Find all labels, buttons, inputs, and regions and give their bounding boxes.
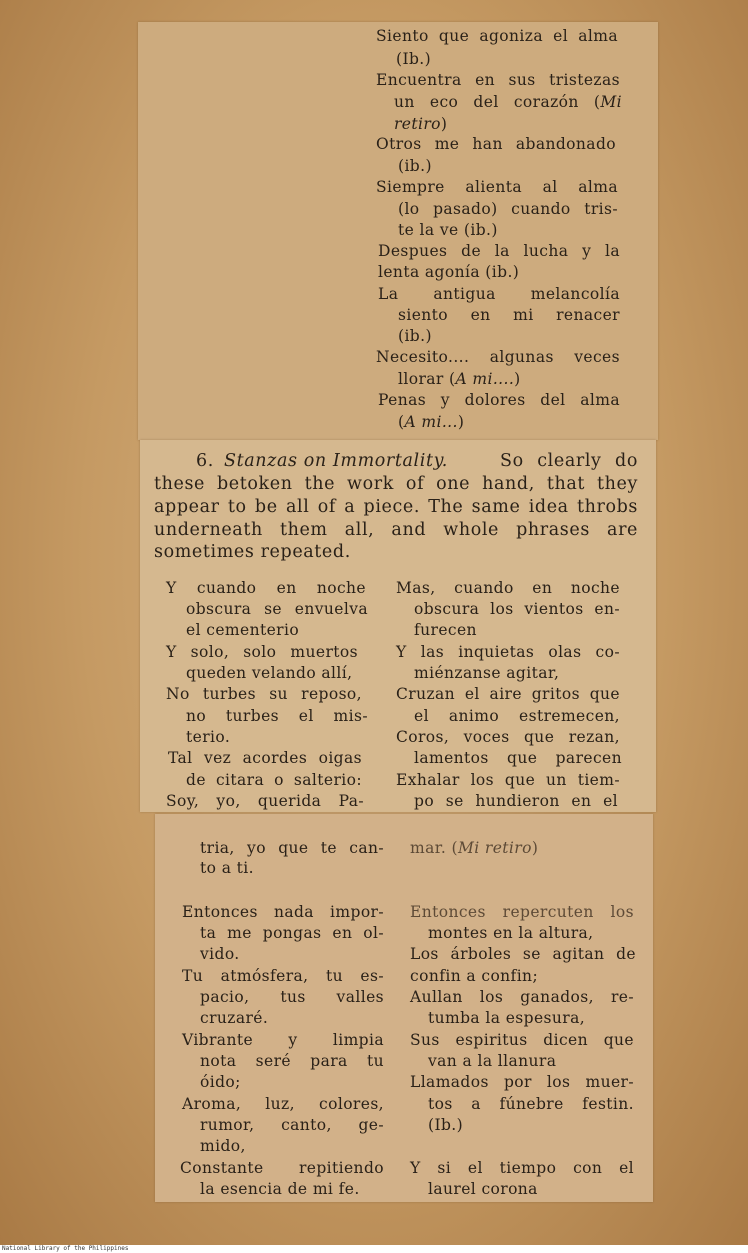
top-list-line bbox=[376, 26, 618, 47]
top-list-line bbox=[376, 347, 620, 368]
top-list-line bbox=[378, 284, 620, 305]
top-list-line-text: Otros me han abandonado bbox=[376, 135, 616, 153]
poem-right-line: Entonces repercuten los bbox=[410, 903, 634, 921]
top-list-line bbox=[394, 92, 622, 113]
top-list-line bbox=[376, 70, 620, 91]
top-list-line-text: (ib.) bbox=[398, 157, 432, 175]
paragraph-number: 6. bbox=[196, 451, 214, 471]
poem-right-line: furecen bbox=[414, 621, 477, 639]
top-list-line-italic: retiro bbox=[394, 115, 441, 133]
top-list-line-text: ( bbox=[398, 413, 405, 431]
top-list-line bbox=[398, 369, 521, 390]
top-list-line bbox=[398, 199, 618, 220]
poem-right-line: lamentos que parecen bbox=[414, 749, 622, 767]
poem-left-line: el cementerio bbox=[186, 621, 300, 639]
top-list-line-text: llorar ( bbox=[398, 370, 456, 388]
footer-text: National Library of the Philippines bbox=[2, 1245, 129, 1252]
poem-right-line: montes en la altura, bbox=[428, 924, 594, 942]
top-list-line-text: Encuentra en sus tristezas bbox=[376, 71, 620, 89]
poem-right-line: tos a fúnebre festin. bbox=[428, 1095, 634, 1113]
poem-right-line-italic: Mi retiro bbox=[457, 839, 532, 857]
paragraph-line: these betoken the work of one hand, that they bbox=[154, 474, 638, 494]
top-list-line bbox=[378, 390, 620, 411]
poem-right-line: obscura los vientos en- bbox=[414, 600, 620, 618]
top-list-line bbox=[398, 326, 432, 347]
poem-left-line: No turbes su reposo, bbox=[166, 685, 362, 703]
top-list-line bbox=[398, 305, 620, 326]
top-list-line bbox=[398, 412, 464, 433]
poem-left-line: mido, bbox=[200, 1137, 246, 1155]
poem-right-line: confin a confin; bbox=[410, 967, 539, 985]
poem-right-line-text: mar. ( bbox=[410, 839, 458, 857]
poem-right-line: van a la llanura bbox=[428, 1052, 557, 1070]
poem-left-line: rumor, canto, ge- bbox=[200, 1116, 384, 1134]
poem-left-line: Entonces nada impor- bbox=[182, 903, 384, 921]
poem-left-line: Tal vez acordes oigas bbox=[168, 749, 362, 767]
top-list-line-text: Penas y dolores del alma bbox=[378, 391, 620, 409]
poem-right-line: Los árboles se agitan de bbox=[410, 945, 636, 963]
poem-right-line: Coros, voces que rezan, bbox=[396, 728, 620, 746]
top-list-line-suffix: ) bbox=[514, 370, 521, 388]
poem-left-line: pacio, tus valles bbox=[200, 988, 384, 1006]
top-list-line-text: Despues de la lucha y la bbox=[378, 242, 620, 260]
poem-left-line: de citara o salterio: bbox=[186, 771, 362, 789]
poem-right-line: Sus espiritus dicen que bbox=[410, 1031, 634, 1049]
top-list-line-text: siento en mi renacer bbox=[398, 306, 620, 324]
top-list-line-text: lenta agonía (ib.) bbox=[378, 263, 520, 281]
poem-right-line: miénzanse agitar, bbox=[414, 664, 560, 682]
poem-left-line: vido. bbox=[200, 945, 240, 963]
poem-right-line: Exhalar los que un tiem- bbox=[396, 771, 620, 789]
top-list-line-italic: A mi... bbox=[404, 413, 458, 431]
poem-left-line: Aroma, luz, colores, bbox=[182, 1095, 384, 1113]
top-list-line bbox=[398, 220, 498, 241]
poem-right-line-suffix: ) bbox=[531, 839, 539, 857]
paragraph-title: Stanzas on Immortality. bbox=[224, 451, 448, 471]
top-list-line-italic: A mi.... bbox=[455, 370, 515, 388]
poem-left-line: obscura se envuelva bbox=[186, 600, 368, 618]
top-list-line-text: (lo pasado) cuando tris- bbox=[398, 200, 618, 218]
top-list-line-suffix: ) bbox=[457, 413, 465, 431]
top-list-line bbox=[398, 156, 432, 177]
top-list-line-text: (ib.) bbox=[398, 327, 432, 345]
top-list-line bbox=[376, 134, 616, 155]
poem-left-line: Y solo, solo muertos bbox=[166, 643, 358, 661]
poem-right-line: (Ib.) bbox=[428, 1116, 464, 1134]
top-list-line-text: La antigua melancolía bbox=[378, 285, 620, 303]
top-list-line-text: te la ve (ib.) bbox=[398, 221, 498, 239]
poem-right-line: laurel corona bbox=[428, 1180, 538, 1198]
poem-left-line: Vibrante y limpia bbox=[182, 1031, 384, 1049]
poem-left-line: nota seré para tu bbox=[200, 1052, 384, 1070]
top-list-line bbox=[396, 49, 431, 70]
poem-left-line: Constante repitiendo bbox=[180, 1159, 384, 1177]
footer-credit bbox=[0, 1245, 748, 1253]
top-list-line-text: (Ib.) bbox=[396, 50, 432, 68]
poem-left-line: cruzaré. bbox=[200, 1009, 269, 1027]
top-list-line-suffix: ) bbox=[440, 115, 448, 133]
poem-right-line: Aullan los ganados, re- bbox=[410, 988, 634, 1006]
top-list-line bbox=[394, 114, 447, 135]
paragraph-line: So clearly do bbox=[500, 451, 638, 471]
poem-left-line: Soy, yo, querida Pa- bbox=[166, 792, 364, 810]
top-list-line bbox=[378, 262, 519, 283]
poem-right-line: Mas, cuando en noche bbox=[396, 579, 620, 597]
poem-right-line: po se hundieron en el bbox=[414, 792, 618, 810]
top-list-line bbox=[378, 241, 620, 262]
top-list-line-text: Siento que agoniza el alma bbox=[376, 27, 618, 45]
poem-left-line: terio. bbox=[186, 728, 231, 746]
poem-right-line bbox=[410, 838, 538, 859]
poem-left-line: la esencia de mi fe. bbox=[200, 1180, 360, 1198]
paragraph-line: appear to be all of a piece. The same idea throbs bbox=[154, 497, 638, 517]
poem-left-line: no turbes el mis- bbox=[186, 707, 368, 725]
poem-right-line: Llamados por los muer- bbox=[410, 1073, 634, 1091]
poem-left-line: queden velando allí, bbox=[186, 664, 353, 682]
top-list-line-text: un eco del corazón ( bbox=[394, 93, 601, 111]
poem-right-line: tumba la espesura, bbox=[428, 1009, 586, 1027]
top-list-line-text: Necesito.... algunas veces bbox=[376, 348, 620, 366]
paragraph-line: sometimes repeated. bbox=[154, 542, 351, 562]
poem-left-line: Tu atmósfera, tu es- bbox=[182, 967, 384, 985]
poem-right-line: Cruzan el aire gritos que bbox=[396, 685, 620, 703]
poem-right-line: Y las inquietas olas co- bbox=[396, 643, 620, 661]
poem-right-line: el animo estremecen, bbox=[414, 707, 620, 725]
poem-left-line: to a ti. bbox=[200, 859, 254, 877]
top-list-line bbox=[376, 177, 618, 198]
poem-right-line: Y si el tiempo con el bbox=[410, 1159, 634, 1177]
top-list-line-text: Siempre alienta al alma bbox=[376, 178, 618, 196]
poem-left-line: Y cuando en noche bbox=[166, 579, 366, 597]
top-list-line-italic: Mi bbox=[600, 93, 622, 111]
poem-left-line: ta me pongas en ol- bbox=[200, 924, 384, 942]
poem-left-line: tria, yo que te can- bbox=[200, 839, 384, 857]
poem-left-line: óido; bbox=[200, 1073, 241, 1091]
paragraph-line: underneath them all, and whole phrases are bbox=[154, 520, 638, 540]
